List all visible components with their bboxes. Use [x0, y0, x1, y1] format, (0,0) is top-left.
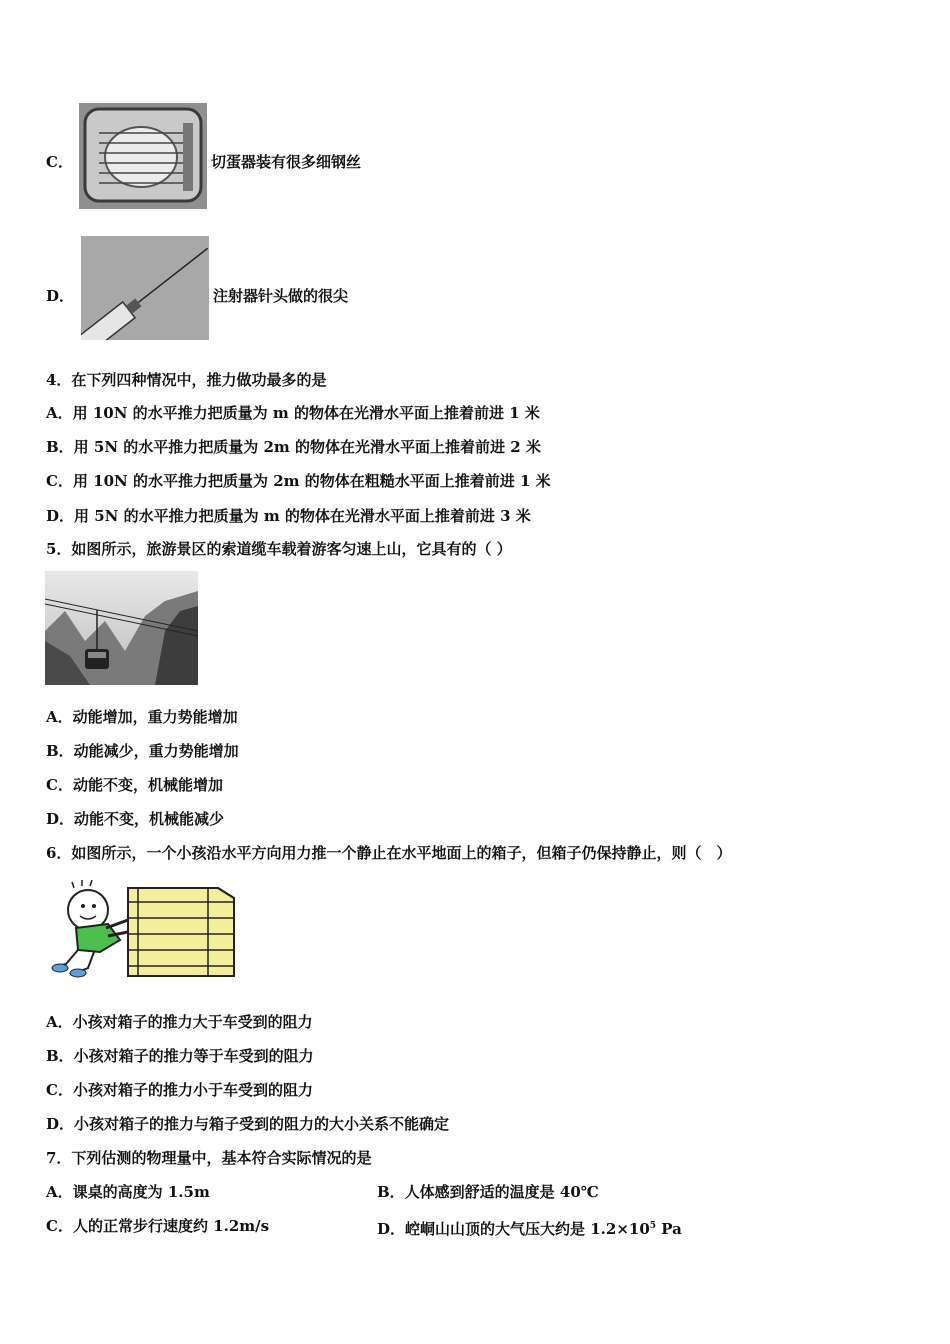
q5-option-d: D．动能不变，机械能减少 — [46, 810, 225, 828]
q5-option-c: C．动能不变，机械能增加 — [46, 776, 223, 794]
q6-option-c: C．小孩对箱子的推力小于车受到的阻力 — [46, 1081, 313, 1099]
q3-option-d-text: 注射器针头做的很尖 — [213, 287, 349, 305]
q7-option-d-exponent: 5 — [649, 1221, 657, 1231]
q4-option-c: C．用 10N 的水平推力把质量为 2m 的物体在粗糙水平面上推着前进 1 米 — [46, 472, 551, 490]
q6-option-a: A．小孩对箱子的推力大于车受到的阻力 — [46, 1013, 313, 1031]
q7-option-d — [377, 1216, 682, 1239]
q3-option-d-label: D． — [46, 287, 75, 305]
q4-option-d: D．用 5N 的水平推力把质量为 m 的物体在光滑水平面上推着前进 3 米 — [46, 507, 531, 525]
child-pushing-box-image — [48, 880, 238, 980]
q4-option-b: B．用 5N 的水平推力把质量为 2m 的物体在光滑水平面上推着前进 2 米 — [46, 438, 541, 456]
q5-stem: 5．如图所示，旅游景区的索道缆车载着游客匀速上山，它具有的（ ） — [46, 540, 512, 558]
egg-slicer-image — [79, 103, 207, 209]
q6-option-d: D．小孩对箱子的推力与箱子受到的阻力的大小关系不能确定 — [46, 1115, 450, 1133]
q3-option-c-text: 切蛋器装有很多细钢丝 — [211, 153, 362, 171]
q7-option-d-unit: Pa — [656, 1220, 682, 1238]
q7-option-b: B．人体感到舒适的温度是 40℃ — [377, 1183, 599, 1201]
q5-option-a: A．动能增加，重力势能增加 — [46, 708, 238, 726]
q6-option-b: B．小孩对箱子的推力等于车受到的阻力 — [46, 1047, 314, 1065]
q5-option-b: B．动能减少，重力势能增加 — [46, 742, 239, 760]
q4-stem: 4．在下列四种情况中，推力做功最多的是 — [46, 371, 327, 389]
q7-option-c: C．人的正常步行速度约 1.2m/s — [46, 1217, 270, 1235]
q4-option-a: A．用 10N 的水平推力把质量为 m 的物体在光滑水平面上推着前进 1 米 — [46, 404, 540, 422]
syringe-image — [81, 236, 209, 340]
q7-stem: 7．下列估测的物理量中，基本符合实际情况的是 — [46, 1149, 372, 1167]
q6-stem: 6．如图所示，一个小孩沿水平方向用力推一个静止在水平地面上的箱子，但箱子仍保持静止，则（ ） — [46, 844, 732, 862]
q7-option-a: A．课桌的高度为 1.5m — [46, 1183, 210, 1201]
q7-option-d-base: D．崆峒山山顶的大气压大约是 1.2×10 — [377, 1220, 650, 1238]
cable-car-image — [45, 571, 198, 685]
q3-option-c-label: C． — [46, 153, 73, 171]
